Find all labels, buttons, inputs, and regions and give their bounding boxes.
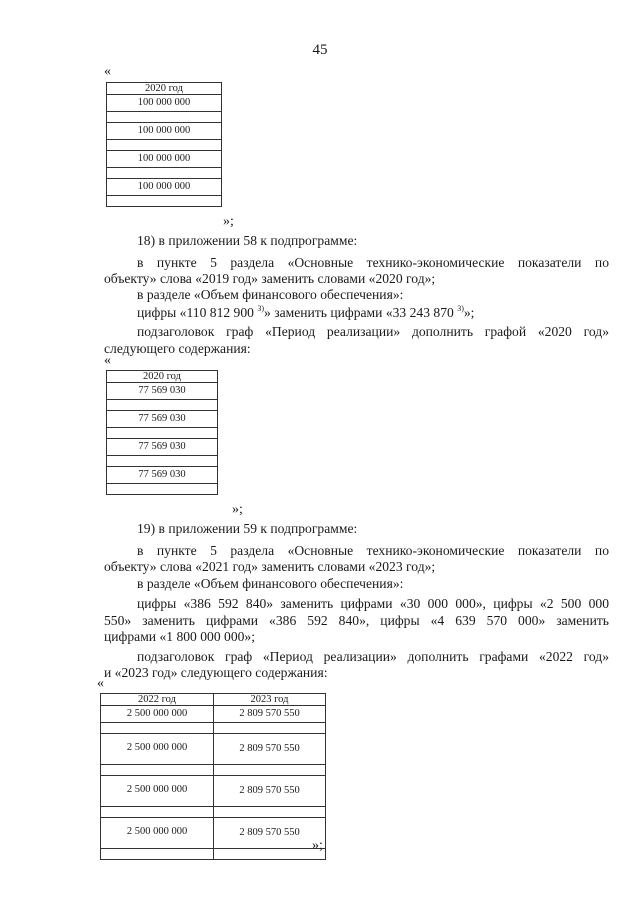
- table-cell: 100 000 000: [107, 179, 222, 196]
- table-gap: [107, 428, 218, 439]
- close-quote: »;: [232, 502, 243, 517]
- table-gap: [214, 723, 326, 734]
- table-cell: 77 569 030: [107, 467, 218, 484]
- table-header: 2023 год: [214, 694, 326, 706]
- table-2020-a: [106, 82, 222, 207]
- close-quote: »;: [312, 838, 323, 853]
- table-gap: [214, 849, 326, 860]
- open-quote: «: [97, 676, 104, 691]
- table-cell: 2 809 570 550: [214, 734, 326, 765]
- table-cell: 77 569 030: [107, 439, 218, 456]
- table-gap: [214, 807, 326, 818]
- table-cell: 2 809 570 550: [214, 818, 326, 849]
- table-gap: [107, 400, 218, 411]
- table-2022-2023: [100, 693, 326, 860]
- item-18-text: следующего содержания:: [104, 341, 251, 356]
- table-2020-b: [106, 370, 218, 495]
- item-19-text: в разделе «Объем финансового обеспечения»:: [137, 576, 404, 591]
- table-header: 2020 год: [107, 83, 222, 95]
- item-19-text: объекту» слова «2021 год» заменить словами «2023 год»;: [104, 559, 436, 574]
- table-gap: [107, 484, 218, 495]
- table-cell: 77 569 030: [107, 411, 218, 428]
- table-cell: 100 000 000: [107, 151, 222, 168]
- item-18-title: 18) в приложении 58 к подпрограмме:: [137, 233, 358, 248]
- item-18-text: в пункте 5 раздела «Основные технико-экономические показатели по: [137, 255, 609, 270]
- table-cell: 100 000 000: [107, 123, 222, 140]
- close-quote: »;: [223, 214, 234, 229]
- table-gap: [101, 723, 214, 734]
- table-cell: 2 500 000 000: [101, 706, 214, 723]
- table-gap: [107, 456, 218, 467]
- table-cell: 100 000 000: [107, 95, 222, 112]
- table-gap: [107, 112, 222, 123]
- table-gap: [101, 849, 214, 860]
- item-18-text: объекту» слова «2019 год» заменить словами «2020 год»;: [104, 271, 436, 286]
- item-19-title: 19) в приложении 59 к подпрограмме:: [137, 521, 358, 536]
- table-cell: 2 500 000 000: [101, 734, 214, 765]
- open-quote: «: [104, 64, 111, 79]
- item-18-text: в разделе «Объем финансового обеспечения»:: [137, 287, 404, 302]
- table-gap: [101, 765, 214, 776]
- table-gap: [214, 765, 326, 776]
- item-18-text: подзаголовок граф «Период реализации» дополнить графой «2020 год»: [137, 324, 609, 339]
- item-19-text: цифрами «1 800 000 000»;: [104, 629, 255, 644]
- item-19-text: и «2023 год» следующего содержания:: [104, 665, 328, 680]
- item-19-text: цифры «386 592 840» заменить цифрами «30 000 000», цифры «2 500 000: [137, 596, 609, 611]
- table-gap: [107, 168, 222, 179]
- table-header: 2020 год: [107, 371, 218, 383]
- table-cell: 2 500 000 000: [101, 776, 214, 807]
- open-quote: «: [104, 353, 111, 368]
- item-18-digits: цифры «110 812 900 $^{3)}$» заменить цифрами «33 243 870 $^{3)}$»;: [137, 304, 475, 320]
- table-cell: 2 500 000 000: [101, 818, 214, 849]
- table-cell: 2 809 570 550: [214, 706, 326, 723]
- table-gap: [107, 196, 222, 207]
- item-19-text: 550» заменить цифрами «386 592 840», цифры «4 639 570 000» заменить: [104, 613, 609, 628]
- table-cell: 77 569 030: [107, 383, 218, 400]
- item-19-text: подзаголовок граф «Период реализации» дополнить графами «2022 год»: [137, 649, 609, 664]
- table-gap: [101, 807, 214, 818]
- item-19-text: в пункте 5 раздела «Основные технико-экономические показатели по: [137, 543, 609, 558]
- page-number: 45: [312, 42, 328, 58]
- table-cell: 2 809 570 550: [214, 776, 326, 807]
- table-gap: [107, 140, 222, 151]
- table-header: 2022 год: [101, 694, 214, 706]
